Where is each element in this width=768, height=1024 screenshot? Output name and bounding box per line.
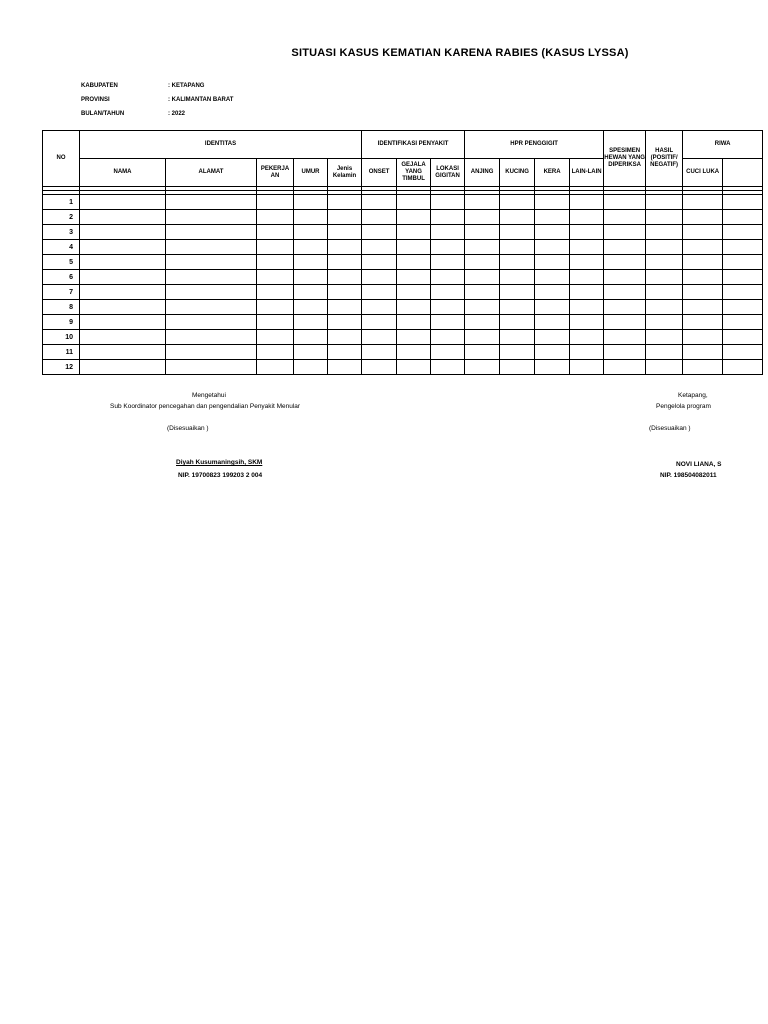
- table-cell: [570, 330, 604, 345]
- table-cell: [166, 210, 257, 225]
- table-row: [43, 240, 763, 255]
- table-cell: [328, 225, 362, 240]
- table-cell: [500, 210, 535, 225]
- table-cell: [257, 300, 294, 315]
- table-cell: [294, 270, 328, 285]
- meta-provinsi: [81, 97, 233, 103]
- table-cell: [683, 240, 723, 255]
- table-cell: [80, 240, 166, 255]
- table-cell: [535, 285, 570, 300]
- table-cell: [646, 360, 683, 375]
- row-number: 9: [43, 315, 80, 330]
- row-number: 11: [43, 345, 80, 360]
- table-cell: [397, 330, 431, 345]
- left-sign-stamp: (Disesuaikan ): [167, 425, 209, 432]
- table-cell: [723, 285, 763, 300]
- header-pekerjaan: PEKERJA AN: [257, 159, 294, 187]
- table-cell: [362, 225, 397, 240]
- table-cell: [723, 330, 763, 345]
- table-cell: [397, 225, 431, 240]
- table-cell: [80, 315, 166, 330]
- table-cell: [294, 255, 328, 270]
- table-cell: [166, 225, 257, 240]
- table-cell: [604, 225, 646, 240]
- table-cell: [683, 195, 723, 210]
- table-cell: [257, 195, 294, 210]
- table-cell: [431, 300, 465, 315]
- header-no: NO: [43, 131, 80, 187]
- table-row: [43, 210, 763, 225]
- header-kera: KERA: [535, 159, 570, 187]
- table-cell: [397, 240, 431, 255]
- table-cell: [570, 195, 604, 210]
- table-cell: [570, 285, 604, 300]
- table-cell: [166, 285, 257, 300]
- meta-value: : KALIMANTAN BARAT: [168, 97, 234, 103]
- table-cell: [604, 360, 646, 375]
- table-cell: [397, 360, 431, 375]
- table-cell: [604, 270, 646, 285]
- table-cell: [431, 210, 465, 225]
- row-number: 3: [43, 225, 80, 240]
- table-cell: [166, 240, 257, 255]
- table-cell: [465, 345, 500, 360]
- table-cell: [328, 345, 362, 360]
- table-cell: [431, 315, 465, 330]
- table-cell: [646, 255, 683, 270]
- table-cell: [328, 285, 362, 300]
- case-table: [42, 130, 763, 375]
- table-cell: [397, 285, 431, 300]
- table-cell: [500, 330, 535, 345]
- table-body: [43, 195, 763, 375]
- right-sign-nip: NIP. 198504082011: [660, 472, 717, 479]
- table-cell: [535, 210, 570, 225]
- table-row: [43, 270, 763, 285]
- table-cell: [465, 300, 500, 315]
- table-cell: [80, 330, 166, 345]
- header-gejala: GEJALA YANG TIMBUL: [397, 159, 431, 187]
- table-cell: [166, 270, 257, 285]
- table-cell: [257, 285, 294, 300]
- table-cell: [166, 315, 257, 330]
- table-cell: [257, 255, 294, 270]
- table-cell: [723, 255, 763, 270]
- header-identitas: IDENTITAS: [80, 131, 362, 159]
- table-cell: [646, 285, 683, 300]
- table-cell: [362, 330, 397, 345]
- table-cell: [723, 225, 763, 240]
- table-cell: [465, 210, 500, 225]
- table-cell: [431, 345, 465, 360]
- table-cell: [723, 300, 763, 315]
- table-cell: [166, 255, 257, 270]
- table-cell: [604, 330, 646, 345]
- table-cell: [646, 300, 683, 315]
- table-row: [43, 195, 763, 210]
- table-cell: [570, 255, 604, 270]
- table-cell: [570, 210, 604, 225]
- table-cell: [166, 300, 257, 315]
- header-anjing: ANJING: [465, 159, 500, 187]
- meta-kabupaten: [81, 83, 204, 89]
- table-cell: [723, 270, 763, 285]
- document-title: SITUASI KASUS KEMATIAN KARENA RABIES (KASUS LYSSA): [291, 47, 629, 59]
- table-cell: [257, 240, 294, 255]
- table-cell: [465, 270, 500, 285]
- table-cell: [257, 270, 294, 285]
- row-number: 4: [43, 240, 80, 255]
- table-cell: [294, 210, 328, 225]
- left-sign-name: Diyah Kusumaningsih, SKM: [176, 459, 263, 466]
- header-empty: [723, 159, 763, 187]
- table-cell: [328, 300, 362, 315]
- table-row: [43, 330, 763, 345]
- header-kucing: KUCING: [500, 159, 535, 187]
- table-cell: [465, 195, 500, 210]
- table-cell: [683, 315, 723, 330]
- header-riwayat: RIWA: [683, 131, 763, 159]
- table-cell: [683, 360, 723, 375]
- table-cell: [500, 225, 535, 240]
- table-cell: [646, 195, 683, 210]
- table-cell: [397, 210, 431, 225]
- table-cell: [465, 255, 500, 270]
- table-cell: [257, 210, 294, 225]
- header-onset: ONSET: [362, 159, 397, 187]
- table-row: [43, 285, 763, 300]
- row-number: 10: [43, 330, 80, 345]
- table-cell: [294, 330, 328, 345]
- table-cell: [465, 330, 500, 345]
- table-cell: [294, 285, 328, 300]
- table-cell: [604, 195, 646, 210]
- table-cell: [166, 195, 257, 210]
- header-spesimen: SPESIMEN HEWAN YANG DIPERIKSA: [604, 131, 646, 187]
- table-cell: [431, 195, 465, 210]
- table-cell: [604, 285, 646, 300]
- table-cell: [166, 330, 257, 345]
- table-cell: [431, 225, 465, 240]
- table-cell: [397, 345, 431, 360]
- header-alamat: ALAMAT: [166, 159, 257, 187]
- table-cell: [80, 300, 166, 315]
- table-cell: [257, 345, 294, 360]
- header-identifikasi-penyakit: IDENTIFIKASI PENYAKIT: [362, 131, 465, 159]
- table-cell: [604, 315, 646, 330]
- table-cell: [294, 240, 328, 255]
- table-cell: [80, 285, 166, 300]
- table-cell: [570, 225, 604, 240]
- table-row: [43, 360, 763, 375]
- table-cell: [397, 270, 431, 285]
- table-cell: [723, 210, 763, 225]
- table-cell: [723, 360, 763, 375]
- table-cell: [362, 300, 397, 315]
- table-cell: [431, 285, 465, 300]
- row-number: 8: [43, 300, 80, 315]
- table-cell: [294, 225, 328, 240]
- table-cell: [328, 360, 362, 375]
- table-cell: [604, 345, 646, 360]
- table-cell: [500, 360, 535, 375]
- table-cell: [723, 240, 763, 255]
- table-cell: [604, 210, 646, 225]
- right-sign-title: Pengelola program: [656, 403, 711, 410]
- table-wrapper: [42, 130, 768, 382]
- table-cell: [80, 255, 166, 270]
- table-cell: [535, 255, 570, 270]
- table-cell: [362, 210, 397, 225]
- table-row: [43, 345, 763, 360]
- header-lain-lain: LAIN-LAIN: [570, 159, 604, 187]
- table-cell: [166, 345, 257, 360]
- table-cell: [294, 315, 328, 330]
- table-cell: [465, 240, 500, 255]
- table-cell: [683, 270, 723, 285]
- table-cell: [465, 360, 500, 375]
- table-cell: [465, 315, 500, 330]
- row-number: 12: [43, 360, 80, 375]
- table-cell: [500, 345, 535, 360]
- table-cell: [328, 330, 362, 345]
- table-cell: [362, 315, 397, 330]
- table-cell: [646, 240, 683, 255]
- table-cell: [604, 240, 646, 255]
- header-hpr-penggigit: HPR PENGGIGIT: [465, 131, 604, 159]
- table-cell: [500, 255, 535, 270]
- table-cell: [328, 255, 362, 270]
- table-cell: [397, 300, 431, 315]
- table-cell: [80, 345, 166, 360]
- table-cell: [723, 345, 763, 360]
- table-cell: [646, 345, 683, 360]
- table-cell: [80, 270, 166, 285]
- meta-label: BULAN/TAHUN: [81, 111, 125, 117]
- table-cell: [257, 315, 294, 330]
- table-cell: [646, 270, 683, 285]
- right-sign-heading: Ketapang,: [678, 392, 708, 399]
- table-cell: [362, 195, 397, 210]
- table-cell: [80, 195, 166, 210]
- table-cell: [683, 330, 723, 345]
- table-cell: [570, 315, 604, 330]
- table-cell: [570, 300, 604, 315]
- table-cell: [257, 360, 294, 375]
- meta-label: PROVINSI: [81, 97, 110, 103]
- table-cell: [431, 360, 465, 375]
- header-cuci-luka: CUCI LUKA: [683, 159, 723, 187]
- table-cell: [294, 345, 328, 360]
- table-cell: [683, 255, 723, 270]
- table-cell: [500, 240, 535, 255]
- table-cell: [535, 345, 570, 360]
- row-number: 6: [43, 270, 80, 285]
- left-sign-title: Sub Koordinator pencegahan dan pengendalian Penyakit Menular: [110, 403, 301, 410]
- header-umur: UMUR: [294, 159, 328, 187]
- table-cell: [465, 285, 500, 300]
- table-row: [43, 225, 763, 240]
- table-cell: [723, 315, 763, 330]
- table-cell: [80, 210, 166, 225]
- header-lokasi-gigitan: LOKASI GIGITAN: [431, 159, 465, 187]
- table-cell: [500, 195, 535, 210]
- table-cell: [80, 225, 166, 240]
- table-cell: [294, 195, 328, 210]
- table-cell: [328, 195, 362, 210]
- table-cell: [570, 240, 604, 255]
- table-cell: [570, 360, 604, 375]
- table-cell: [362, 240, 397, 255]
- table-cell: [535, 360, 570, 375]
- table-cell: [328, 240, 362, 255]
- table-cell: [604, 255, 646, 270]
- table-cell: [362, 255, 397, 270]
- table-cell: [646, 330, 683, 345]
- table-cell: [535, 315, 570, 330]
- table-cell: [500, 270, 535, 285]
- table-cell: [80, 360, 166, 375]
- meta-label: KABUPATEN: [81, 83, 118, 89]
- table-cell: [500, 285, 535, 300]
- table-row: [43, 255, 763, 270]
- table-cell: [723, 195, 763, 210]
- table-cell: [362, 345, 397, 360]
- header-nama: NAMA: [80, 159, 166, 187]
- table-cell: [257, 330, 294, 345]
- table-cell: [431, 255, 465, 270]
- meta-bulan-tahun: [81, 111, 185, 117]
- table-cell: [362, 360, 397, 375]
- table-cell: [431, 240, 465, 255]
- left-sign-heading: Mengetahui: [192, 392, 226, 399]
- table-cell: [328, 315, 362, 330]
- table-cell: [500, 300, 535, 315]
- table-cell: [535, 330, 570, 345]
- table-cell: [604, 300, 646, 315]
- table-cell: [362, 270, 397, 285]
- header-jenis-kelamin: Jenis Kelamin: [328, 159, 362, 187]
- table-cell: [431, 270, 465, 285]
- table-cell: [646, 210, 683, 225]
- meta-value: : 2022: [168, 111, 186, 117]
- table-cell: [294, 360, 328, 375]
- table-cell: [535, 195, 570, 210]
- table-cell: [328, 210, 362, 225]
- table-cell: [397, 255, 431, 270]
- table-cell: [570, 270, 604, 285]
- table-cell: [683, 285, 723, 300]
- table-row: [43, 300, 763, 315]
- right-sign-name: NOVI LIANA, S: [676, 461, 722, 468]
- table-cell: [683, 345, 723, 360]
- table-cell: [500, 315, 535, 330]
- header-hasil: HASIL (POSITIF/ NEGATIF): [646, 131, 683, 187]
- table-cell: [646, 225, 683, 240]
- table-cell: [535, 240, 570, 255]
- table-cell: [535, 225, 570, 240]
- table-cell: [397, 315, 431, 330]
- meta-value: : KETAPANG: [168, 83, 205, 89]
- table-cell: [431, 330, 465, 345]
- table-cell: [535, 270, 570, 285]
- row-number: 1: [43, 195, 80, 210]
- table-cell: [646, 315, 683, 330]
- table-cell: [683, 300, 723, 315]
- table-cell: [397, 195, 431, 210]
- row-number: 5: [43, 255, 80, 270]
- table-cell: [465, 225, 500, 240]
- table-row: [43, 315, 763, 330]
- table-cell: [535, 300, 570, 315]
- row-number: 7: [43, 285, 80, 300]
- table-cell: [294, 300, 328, 315]
- table-cell: [166, 360, 257, 375]
- table-cell: [570, 345, 604, 360]
- table-cell: [683, 210, 723, 225]
- table-cell: [683, 225, 723, 240]
- right-sign-stamp: (Disesuaikan ): [649, 425, 691, 432]
- left-sign-nip: NIP. 19700823 199203 2 004: [178, 472, 263, 479]
- table-cell: [328, 270, 362, 285]
- row-number: 2: [43, 210, 80, 225]
- table-cell: [362, 285, 397, 300]
- table-cell: [257, 225, 294, 240]
